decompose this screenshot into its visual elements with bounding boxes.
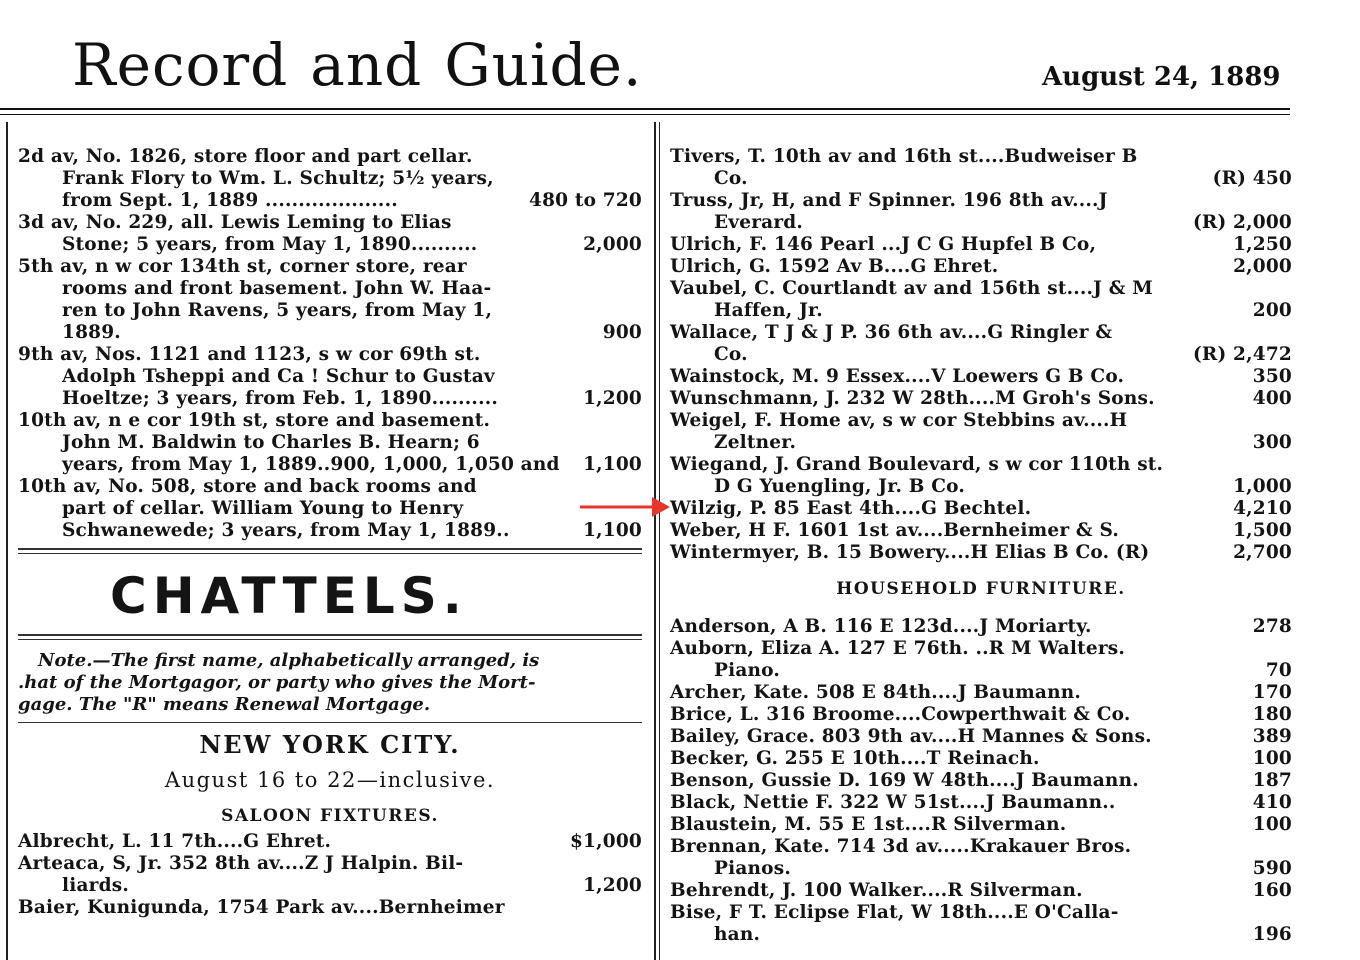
entry-line [670, 924, 1292, 946]
entry-text: Frank Flory to Wm. L. Schultz; 5½ years, [62, 168, 494, 189]
entry-line [670, 278, 1292, 300]
entry-text: Bise, F T. Eclipse Flat, W 18th....E O'Calla- [670, 902, 1119, 923]
saloon-fixtures-heading: SALOON FIXTURES. [221, 806, 439, 826]
entry-line [670, 520, 1292, 542]
entry-text: Black, Nettie F. 322 W 51st....J Baumann.. [670, 792, 1116, 813]
entry-line [670, 704, 1292, 726]
note-line: gage. The "R" means Renewal Mortgage. [18, 694, 431, 715]
entry-line [18, 388, 642, 410]
chattels-note [18, 650, 642, 716]
entry-amount: 389 [1252, 726, 1292, 747]
entry-text: years, from May 1, 1889..900, 1,000, 1,050 and [62, 454, 560, 475]
left-column [18, 146, 642, 919]
entry-amount: 1,100 [583, 454, 642, 475]
entry-text: 2d av, No. 1826, store floor and part cellar. [18, 146, 473, 167]
entry-line [18, 432, 642, 454]
entry-text: Wunschmann, J. 232 W 28th....M Groh's Sons. [670, 388, 1155, 409]
masthead-title-record: Record [72, 31, 289, 99]
entry-line [670, 454, 1292, 476]
entry-text: Everard. [714, 212, 804, 233]
city-heading: NEW YORK CITY. [199, 730, 461, 759]
entry-line [670, 190, 1292, 212]
entry-amount: $1,000 [569, 831, 642, 852]
entry-line [670, 168, 1292, 190]
entry-amount: 1,200 [583, 388, 642, 409]
entry-text: Anderson, A B. 116 E 123d....J Moriarty. [670, 616, 1092, 637]
entry-line [670, 300, 1292, 322]
entry-text: Hoeltze; 3 years, from Feb. 1, 1890.......... [62, 388, 498, 409]
entry-amount: 200 [1252, 300, 1292, 321]
entry-amount: 170 [1252, 682, 1292, 703]
entry-text: Benson, Gussie D. 169 W 48th....J Baumann. [670, 770, 1139, 791]
entry-line [670, 858, 1292, 880]
entry-text: Blaustein, M. 55 E 1st....R Silverman. [670, 814, 1067, 835]
entry-line [18, 146, 642, 168]
entry-text: Wilzig, P. 85 East 4th....G Bechtel. [670, 498, 1032, 519]
entry-text: Schwanewede; 3 years, from May 1, 1889.. [62, 520, 510, 541]
section-divider [18, 632, 642, 646]
note-line: .hat of the Mortgagor, or party who gives the Mort- [18, 672, 536, 693]
column-divider [654, 122, 656, 960]
entry-line [670, 814, 1292, 836]
entry-text: Arteaca, S, Jr. 352 8th av....Z J Halpin. Bil- [18, 853, 464, 874]
entry-line [18, 454, 642, 476]
entry-text: Baier, Kunigunda, 1754 Park av....Bernheimer [18, 897, 505, 918]
entry-line [18, 168, 642, 190]
entry-text: Behrendt, J. 100 Walker....R Silverman. [670, 880, 1083, 901]
entry-line [18, 476, 642, 498]
entry-line [18, 498, 642, 520]
chattels-heading: CHATTELS. [110, 567, 468, 625]
entry-line [18, 190, 642, 212]
entry-text: han. [714, 924, 761, 945]
entry-amount: 2,000 [1233, 256, 1292, 277]
entry-text: Wainstock, M. 9 Essex....V Loewers G B Co. [670, 366, 1125, 387]
entry-text: Co. [714, 168, 748, 189]
entry-amount: 1,200 [583, 875, 642, 896]
entry-text: Ulrich, F. 146 Pearl ...J C G Hupfel B Co, [670, 234, 1097, 255]
entry-text: Wallace, T J & J P. 36 6th av....G Ringler & [670, 322, 1113, 343]
masthead-title-guide: Guide. [444, 31, 643, 99]
entry-line [670, 388, 1292, 410]
entry-text: Stone; 5 years, from May 1, 1890.......... [62, 234, 478, 255]
note-divider [18, 722, 642, 723]
entry-text: Tivers, T. 10th av and 16th st....Budweiser B [670, 146, 1138, 167]
entry-text: Wintermyer, B. 15 Bowery....H Elias B Co. (R) [670, 542, 1150, 563]
entry-text: Ulrich, G. 1592 Av B....G Ehret. [670, 256, 999, 277]
entry-text: Pianos. [714, 858, 791, 879]
entry-line [18, 410, 642, 432]
entry-amount: 70 [1265, 660, 1292, 681]
entry-line [18, 322, 642, 344]
entry-line [670, 344, 1292, 366]
entry-line [18, 212, 642, 234]
right-column [670, 146, 1292, 946]
entry-text: Brice, L. 316 Broome....Cowperthwait & Co. [670, 704, 1131, 725]
entry-amount: 160 [1252, 880, 1292, 901]
entry-line [670, 682, 1292, 704]
entry-line [670, 616, 1292, 638]
entry-amount: 100 [1252, 748, 1292, 769]
entry-text: Auborn, Eliza A. 127 E 76th. ..R M Walters. [670, 638, 1126, 659]
entry-line [18, 831, 642, 853]
entry-amount: 278 [1252, 616, 1292, 637]
entry-text: Albrecht, L. 11 7th....G Ehret. [18, 831, 332, 852]
entry-text: Co. [714, 344, 748, 365]
entry-text: Zeltner. [714, 432, 797, 453]
entry-line [670, 322, 1292, 344]
entry-amount: 480 to 720 [529, 190, 642, 211]
entry-line [18, 853, 642, 875]
entry-amount: 1,500 [1233, 520, 1292, 541]
entry-line [18, 520, 642, 542]
entry-line [18, 300, 642, 322]
entry-amount: 187 [1252, 770, 1292, 791]
entry-text: 10th av, n e cor 19th st, store and basement. [18, 410, 491, 431]
lease-list [18, 146, 642, 542]
masthead-rule [0, 108, 1290, 110]
column-divider-thin [659, 122, 660, 960]
entry-line [670, 638, 1292, 660]
entry-amount: (R) 2,000 [1192, 212, 1292, 233]
entry-text: 1889. [62, 322, 121, 343]
entry-line [670, 234, 1292, 256]
entry-line [670, 542, 1292, 564]
entry-line [670, 660, 1292, 682]
masthead-title [72, 30, 642, 100]
masthead-rule-thin [0, 114, 1290, 115]
entry-text: 3d av, No. 229, all. Lewis Leming to Elias [18, 212, 452, 233]
entry-amount: 1,250 [1233, 234, 1292, 255]
entry-line [670, 256, 1292, 278]
entry-line [18, 234, 642, 256]
entry-text: Weigel, F. Home av, s w cor Stebbins av....H [670, 410, 1128, 431]
entry-text: D G Yuengling, Jr. B Co. [714, 476, 965, 497]
masthead-date: August 24, 1889 [1042, 62, 1281, 92]
entry-text: 10th av, No. 508, store and back rooms and [18, 476, 477, 497]
entry-text: Vaubel, C. Courtlandt av and 156th st....J & M [670, 278, 1153, 299]
entry-line [670, 366, 1292, 388]
entry-amount: 300 [1252, 432, 1292, 453]
entry-text: 5th av, n w cor 134th st, corner store, rear [18, 256, 467, 277]
entry-text: ren to John Ravens, 5 years, from May 1, [62, 300, 493, 321]
entry-line [670, 770, 1292, 792]
entry-amount: 410 [1252, 792, 1292, 813]
left-column-border [6, 122, 8, 960]
entry-text: Brennan, Kate. 714 3d av.....Krakauer Bros. [670, 836, 1132, 857]
entry-line [18, 278, 642, 300]
entry-line [670, 836, 1292, 858]
entry-line [670, 146, 1292, 168]
section-divider [18, 546, 642, 560]
entry-line [18, 366, 642, 388]
entry-text: John M. Baldwin to Charles B. Hearn; 6 [62, 432, 480, 453]
saloon-list [18, 831, 642, 919]
entry-line [18, 256, 642, 278]
entry-amount: 180 [1252, 704, 1292, 725]
red-arrow-icon [578, 494, 672, 520]
entry-line [18, 897, 642, 919]
entry-text: Truss, Jr, H, and F Spinner. 196 8th av....J [670, 190, 1108, 211]
entry-text: Adolph Tsheppi and Ca ! Schur to Gustav [62, 366, 495, 387]
entry-line [670, 498, 1292, 520]
household-furniture-heading: HOUSEHOLD FURNITURE. [836, 579, 1126, 599]
entry-line [670, 410, 1292, 432]
entry-text: rooms and front basement. John W. Haa- [62, 278, 492, 299]
entry-line [670, 748, 1292, 770]
entry-text: liards. [62, 875, 129, 896]
entry-amount: 400 [1252, 388, 1292, 409]
entry-text: Archer, Kate. 508 E 84th....J Baumann. [670, 682, 1082, 703]
note-line: Note.—The first name, alphabetically arranged, is [38, 650, 540, 671]
entry-amount: 1,000 [1233, 476, 1292, 497]
entry-amount: 1,100 [583, 520, 642, 541]
entry-line [670, 792, 1292, 814]
entry-text: Becker, G. 255 E 10th....T Reinach. [670, 748, 1040, 769]
entry-text: Weber, H F. 1601 1st av....Bernheimer & S. [670, 520, 1120, 541]
entry-text: Bailey, Grace. 803 9th av....H Mannes & Sons. [670, 726, 1152, 747]
entry-amount: (R) 450 [1212, 168, 1292, 189]
entry-amount: (R) 2,472 [1192, 344, 1292, 365]
masthead-title-and: and [310, 31, 423, 99]
entry-text: Haffen, Jr. [714, 300, 823, 321]
entry-text: from Sept. 1, 1889 .................... [62, 190, 398, 211]
entry-line [670, 432, 1292, 454]
entry-amount: 590 [1252, 858, 1292, 879]
entry-line [670, 902, 1292, 924]
entry-line [670, 880, 1292, 902]
entry-text: part of cellar. William Young to Henry [62, 498, 464, 519]
entry-line [670, 726, 1292, 748]
entry-text: Wiegand, J. Grand Boulevard, s w cor 110th st. [670, 454, 1164, 475]
entry-line [670, 212, 1292, 234]
entry-text: 9th av, Nos. 1121 and 1123, s w cor 69th st. [18, 344, 481, 365]
entry-amount: 4,210 [1233, 498, 1292, 519]
entry-amount: 100 [1252, 814, 1292, 835]
date-range: August 16 to 22—inclusive. [164, 768, 496, 792]
entry-amount: 350 [1252, 366, 1292, 387]
entry-amount: 900 [602, 322, 642, 343]
chattel-entry-list [670, 146, 1292, 564]
entry-line [18, 344, 642, 366]
household-list [670, 616, 1292, 946]
entry-text: Piano. [714, 660, 781, 681]
entry-amount: 2,000 [583, 234, 642, 255]
entry-amount: 2,700 [1233, 542, 1292, 563]
entry-amount: 196 [1252, 924, 1292, 945]
entry-line [670, 476, 1292, 498]
entry-line [18, 875, 642, 897]
